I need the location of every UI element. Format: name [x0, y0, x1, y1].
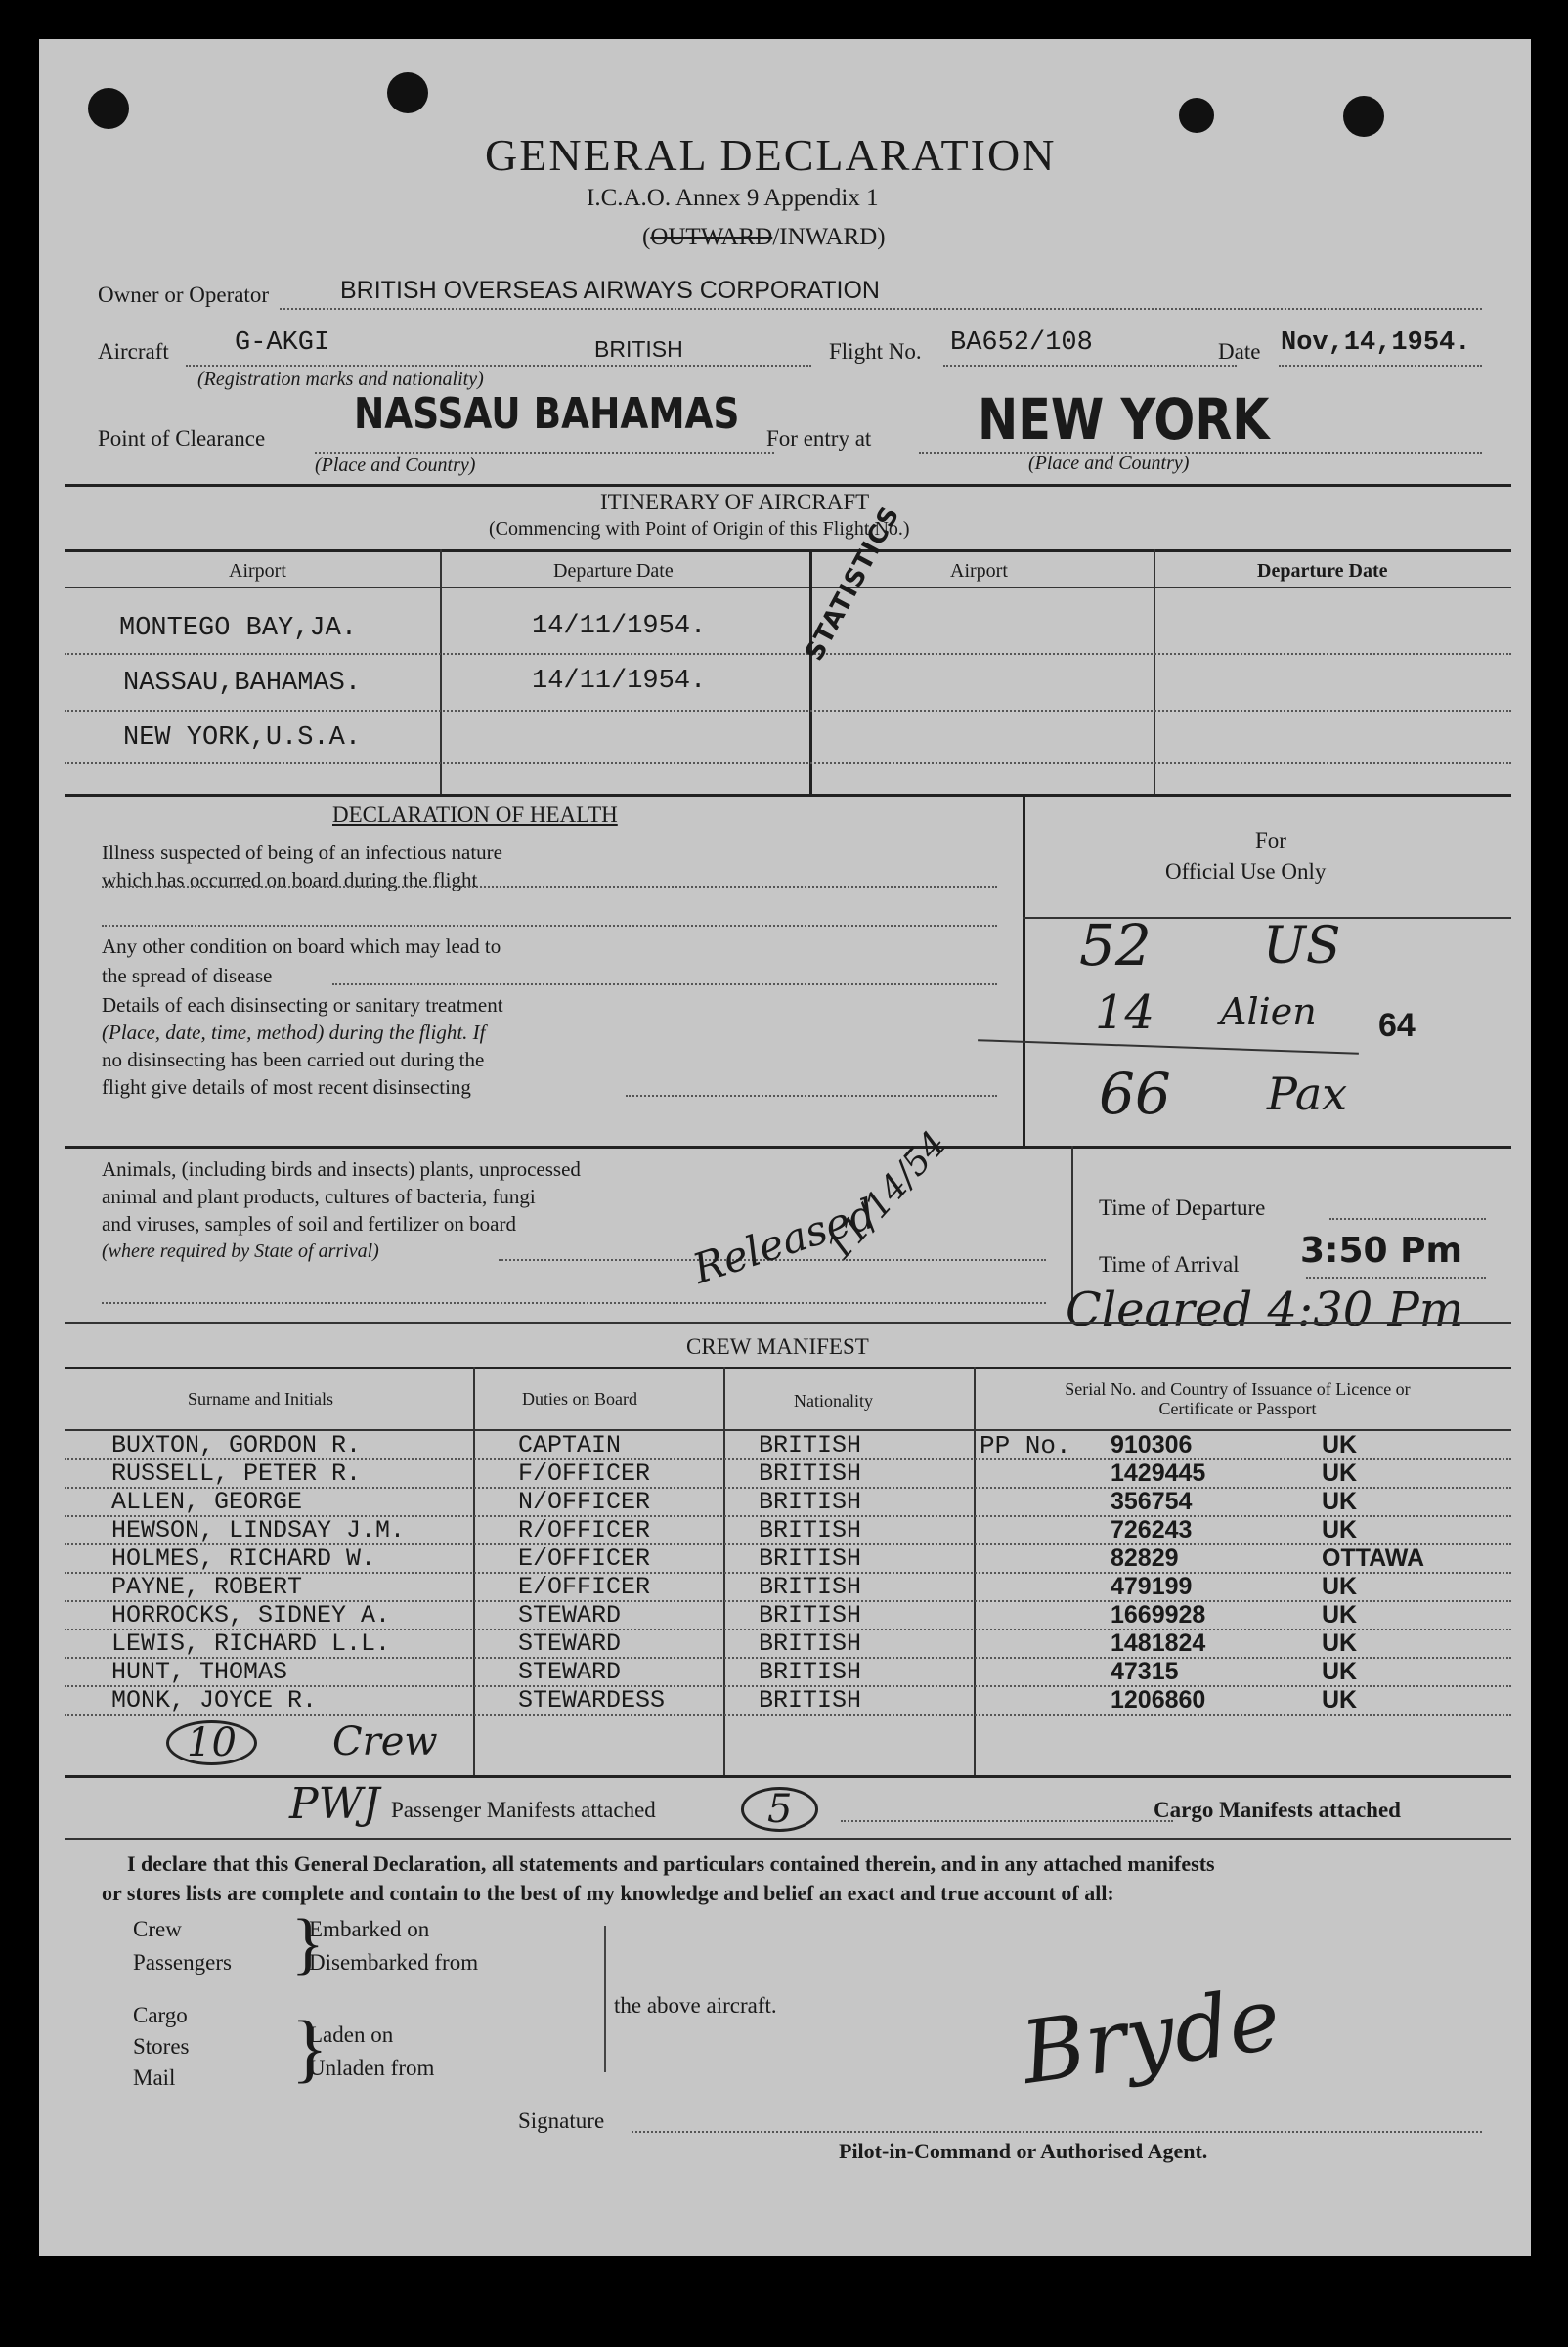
illness-line-2: which has occurred on board during the flight: [102, 868, 478, 891]
decl-crew: Crew: [133, 1917, 182, 1941]
crew-serial: 356754: [1111, 1488, 1193, 1515]
official-hand-alien: Alien: [1220, 990, 1317, 1033]
crew-country: UK: [1322, 1658, 1358, 1685]
decl-cargo: Cargo: [133, 2003, 188, 2027]
official-hand-14: 14: [1095, 985, 1155, 1040]
itin-row-line-1: [65, 653, 1511, 655]
passenger-manifests-label: Passenger Manifests attached: [391, 1798, 656, 1822]
other-line: [332, 983, 997, 985]
crew-duty: STEWARDESS: [518, 1686, 666, 1715]
signature-label: Signature: [518, 2108, 605, 2133]
crew-col-name: Surname and Initials: [188, 1389, 333, 1409]
flight-no-value: BA652/108: [950, 328, 1093, 358]
departure-line: [1329, 1218, 1486, 1220]
rule-itinerary-colheads: [65, 587, 1511, 588]
illness-line: [102, 886, 997, 888]
crew-nationality: BRITISH: [759, 1658, 862, 1686]
crew-hand-crew: Crew: [332, 1719, 438, 1764]
crew-serial: 1429445: [1111, 1459, 1206, 1487]
official-hand-66: 66: [1099, 1061, 1171, 1127]
crew-name: PAYNE, ROBERT: [111, 1573, 303, 1601]
signature-line: [632, 2131, 1482, 2133]
clearance-line: [315, 452, 774, 454]
animals-line-1: Animals, (including birds and insects) plants, unprocessed: [102, 1157, 581, 1181]
crew-nationality: BRITISH: [759, 1488, 862, 1516]
itin-col-departure-2: Departure Date: [1257, 560, 1388, 582]
decl-above-aircraft: the above aircraft.: [614, 1993, 777, 2018]
official-hand-52: 52: [1079, 912, 1152, 978]
itin-divider-2: [809, 549, 812, 794]
decl-brace-big: [604, 1926, 606, 2072]
declaration-form: [39, 39, 1531, 2256]
disinfect-line: [626, 1095, 997, 1097]
itin-col-departure: Departure Date: [553, 560, 674, 582]
crew-country: UK: [1322, 1573, 1358, 1600]
punch-hole-right-2: [1343, 96, 1384, 137]
manifests-hand-initials: PWJ: [289, 1779, 380, 1829]
itin-divider-1: [440, 549, 442, 794]
crew-serial: 726243: [1111, 1516, 1193, 1543]
rule-manifests-top: [65, 1775, 1511, 1778]
crew-duty: STEWARD: [518, 1630, 622, 1658]
crew-name: RUSSELL, PETER R.: [111, 1459, 362, 1488]
rule-crew-title: [65, 1322, 1511, 1324]
nationality-value: BRITISH: [594, 336, 683, 362]
declaration-line-1: I declare that this General Declaration, all statements and particulars contained therein, and in any attached manifests: [127, 1851, 1215, 1876]
crew-duty: E/OFFICER: [518, 1573, 651, 1601]
crew-title: CREW MANIFEST: [686, 1334, 869, 1359]
rule-itinerary-top: [65, 484, 1511, 487]
crew-serial: 910306: [1111, 1431, 1193, 1458]
cleared-value: Cleared 4:30 Pm: [1066, 1282, 1464, 1337]
crew-serial: 1669928: [1111, 1601, 1206, 1629]
passenger-manifests-count: 5: [741, 1787, 818, 1832]
crew-nationality: BRITISH: [759, 1630, 862, 1658]
crew-country: UK: [1322, 1686, 1358, 1714]
cargo-manifests-label: Cargo Manifests attached: [1154, 1798, 1401, 1822]
animals-line-2: animal and plant products, cultures of bacteria, fungi: [102, 1185, 536, 1208]
declaration-line-2: or stores lists are complete and contain to the best of my knowledge and belief an exact and true account of all:: [102, 1881, 1114, 1905]
crew-col-nationality: Nationality: [794, 1391, 873, 1411]
crew-country: UK: [1322, 1459, 1358, 1487]
itinerary-title: ITINERARY OF AIRCRAFT: [600, 490, 870, 514]
direction-struck: OUTWARD: [650, 224, 773, 250]
crew-col-serial: Serial No. and Country of Issuance of Licence or Certificate or Passport: [1065, 1379, 1411, 1418]
signature-hand: Bryde: [1015, 1968, 1286, 2105]
crew-name: MONK, JOYCE R.: [111, 1686, 318, 1715]
health-title: DECLARATION OF HEALTH: [332, 803, 618, 827]
official-sum-line: [978, 1039, 1359, 1055]
crew-hand-count: 10: [166, 1720, 257, 1765]
crew-nationality: BRITISH: [759, 1686, 862, 1715]
itin-row-1-airport: MONTEGO BAY,JA.: [119, 614, 358, 643]
rule-itinerary-header: [65, 549, 1511, 552]
itin-row-2-airport: NASSAU,BAHAMAS.: [123, 669, 362, 698]
aircraft-value: G-AKGI: [235, 328, 330, 358]
crew-duty: E/OFFICER: [518, 1544, 651, 1573]
disinfect-line-3: no disinsecting has been carried out during the: [102, 1048, 485, 1071]
pilot-label: Pilot-in-Command or Authorised Agent.: [839, 2139, 1208, 2163]
animals-hand-note: Released: [686, 1189, 882, 1293]
owner-line: [280, 308, 1482, 310]
official-hand-us: US: [1263, 917, 1341, 976]
crew-country: UK: [1322, 1516, 1358, 1543]
form-subtitle: I.C.A.O. Annex 9 Appendix 1: [587, 185, 879, 211]
crew-serial: 1206860: [1111, 1686, 1206, 1714]
owner-label: Owner or Operator: [98, 283, 269, 307]
statistics-stamp: STATISTICS: [800, 501, 906, 667]
punch-hole-right-1: [1179, 98, 1214, 133]
punch-hole-left: [88, 88, 129, 129]
decl-stores: Stores: [133, 2034, 190, 2059]
place-country-note-1: (Place and Country): [315, 455, 476, 476]
decl-mail: Mail: [133, 2065, 176, 2090]
animals-line-3: and viruses, samples of soil and fertilizer on board: [102, 1212, 516, 1236]
official-hand-64: 64: [1378, 1007, 1416, 1044]
itin-row-line-2: [65, 710, 1511, 712]
crew-duty: R/OFFICER: [518, 1516, 651, 1544]
other-line-1: Any other condition on board which may lead to: [102, 934, 501, 958]
crew-name: HORROCKS, SIDNEY A.: [111, 1601, 391, 1630]
crew-name: HOLMES, RICHARD W.: [111, 1544, 376, 1573]
rule-animals-top: [65, 1146, 1511, 1149]
animals-line-4: (where required by State of arrival): [102, 1240, 379, 1262]
decl-brace-1: }: [291, 1906, 325, 1981]
direction-open: (: [642, 224, 651, 250]
registration-note: (Registration marks and nationality): [197, 369, 484, 390]
clearance-value: NASSAU BAHAMAS: [354, 389, 740, 439]
decl-brace-2: }: [291, 2005, 328, 2090]
crew-serial: 1481824: [1111, 1630, 1206, 1657]
clearance-label: Point of Clearance: [98, 426, 266, 451]
animals-line-b: [102, 1302, 1046, 1304]
entry-label: For entry at: [766, 426, 872, 451]
date-value: Nov,14,1954.: [1281, 328, 1471, 358]
itinerary-subtitle: (Commencing with Point of Origin of this Flight No.): [489, 518, 910, 540]
itin-row-1-date: 14/11/1954.: [532, 612, 707, 641]
decl-unladen: Unladen from: [309, 2056, 435, 2080]
crew-name: BUXTON, GORDON R.: [111, 1431, 362, 1459]
itin-row-line-3: [65, 762, 1511, 764]
decl-laden: Laden on: [309, 2022, 394, 2047]
crew-serial-prefix: PP No.: [980, 1431, 1071, 1460]
crew-name: ALLEN, GEORGE: [111, 1488, 303, 1516]
flight-no-label: Flight No.: [829, 339, 922, 364]
decl-disembarked: Disembarked from: [309, 1950, 479, 1975]
crew-country: UK: [1322, 1431, 1358, 1458]
crew-duty: CAPTAIN: [518, 1431, 622, 1459]
departure-label: Time of Departure: [1099, 1195, 1266, 1220]
crew-country: OTTAWA: [1322, 1544, 1425, 1572]
crew-nationality: BRITISH: [759, 1601, 862, 1630]
crew-row-line: [65, 1714, 1511, 1716]
crew-name: HUNT, THOMAS: [111, 1658, 288, 1686]
rule-manifests-bottom: [65, 1838, 1511, 1840]
manifests-line: [841, 1820, 1173, 1822]
itin-divider-3: [1154, 549, 1155, 794]
crew-name: LEWIS, RICHARD L.L.: [111, 1630, 391, 1658]
date-label: Date: [1218, 339, 1261, 364]
crew-nationality: BRITISH: [759, 1516, 862, 1544]
rule-crew-top: [65, 1367, 1511, 1369]
direction: [642, 225, 886, 249]
crew-country: UK: [1322, 1630, 1358, 1657]
owner-value: BRITISH OVERSEAS AIRWAYS CORPORATION: [340, 277, 880, 304]
arrival-value: 3:50 Pm: [1300, 1231, 1462, 1271]
decl-embarked: Embarked on: [309, 1917, 430, 1941]
arrival-label: Time of Arrival: [1099, 1252, 1240, 1277]
official-divider: [1023, 794, 1025, 1146]
place-country-note-2: (Place and Country): [1028, 453, 1190, 474]
animals-hand-date: 11/14/54: [818, 1123, 955, 1269]
crew-duty: N/OFFICER: [518, 1488, 651, 1516]
disinfect-line-1: Details of each disinsecting or sanitary treatment: [102, 993, 503, 1017]
aircraft-line: [186, 365, 811, 367]
illness-line-1: Illness suspected of being of an infectious nature: [102, 841, 502, 864]
other-line-2: the spread of disease: [102, 964, 273, 987]
itin-col-airport-2: Airport: [950, 560, 1008, 582]
disinfect-line-4: flight give details of most recent disinsecting: [102, 1075, 471, 1099]
itin-row-3-airport: NEW YORK,U.S.A.: [123, 723, 362, 753]
arrival-line: [1306, 1277, 1486, 1279]
crew-name: HEWSON, LINDSAY J.M.: [111, 1516, 406, 1544]
crew-duty: F/OFFICER: [518, 1459, 651, 1488]
crew-nationality: BRITISH: [759, 1544, 862, 1573]
date-line: [1279, 365, 1482, 367]
form-title: GENERAL DECLARATION: [485, 130, 1057, 180]
decl-passengers: Passengers: [133, 1950, 232, 1975]
crew-country: UK: [1322, 1488, 1358, 1515]
flight-no-line: [943, 365, 1237, 367]
official-hand-pax: Pax: [1267, 1067, 1348, 1120]
direction-rest: /INWARD): [772, 224, 886, 250]
illness-line-b: [102, 925, 997, 927]
crew-nationality: BRITISH: [759, 1459, 862, 1488]
itin-row-2-date: 14/11/1954.: [532, 667, 707, 696]
crew-serial: 82829: [1111, 1544, 1179, 1572]
crew-duty: STEWARD: [518, 1601, 622, 1630]
crew-nationality: BRITISH: [759, 1573, 862, 1601]
crew-country: UK: [1322, 1601, 1358, 1629]
aircraft-label: Aircraft: [98, 339, 169, 364]
itin-col-airport: Airport: [229, 560, 286, 582]
crew-serial: 479199: [1111, 1573, 1193, 1600]
crew-serial: 47315: [1111, 1658, 1179, 1685]
rule-health-top: [65, 794, 1511, 797]
official-for: For: [1255, 828, 1286, 852]
disinfect-line-2: (Place, date, time, method) during the flight. If: [102, 1021, 486, 1044]
punch-hole-center: [387, 72, 428, 113]
entry-value: NEW YORK: [978, 386, 1270, 453]
official-use-only: Official Use Only: [1165, 859, 1327, 884]
crew-nationality: BRITISH: [759, 1431, 862, 1459]
crew-col-duties: Duties on Board: [522, 1389, 637, 1409]
crew-duty: STEWARD: [518, 1658, 622, 1686]
